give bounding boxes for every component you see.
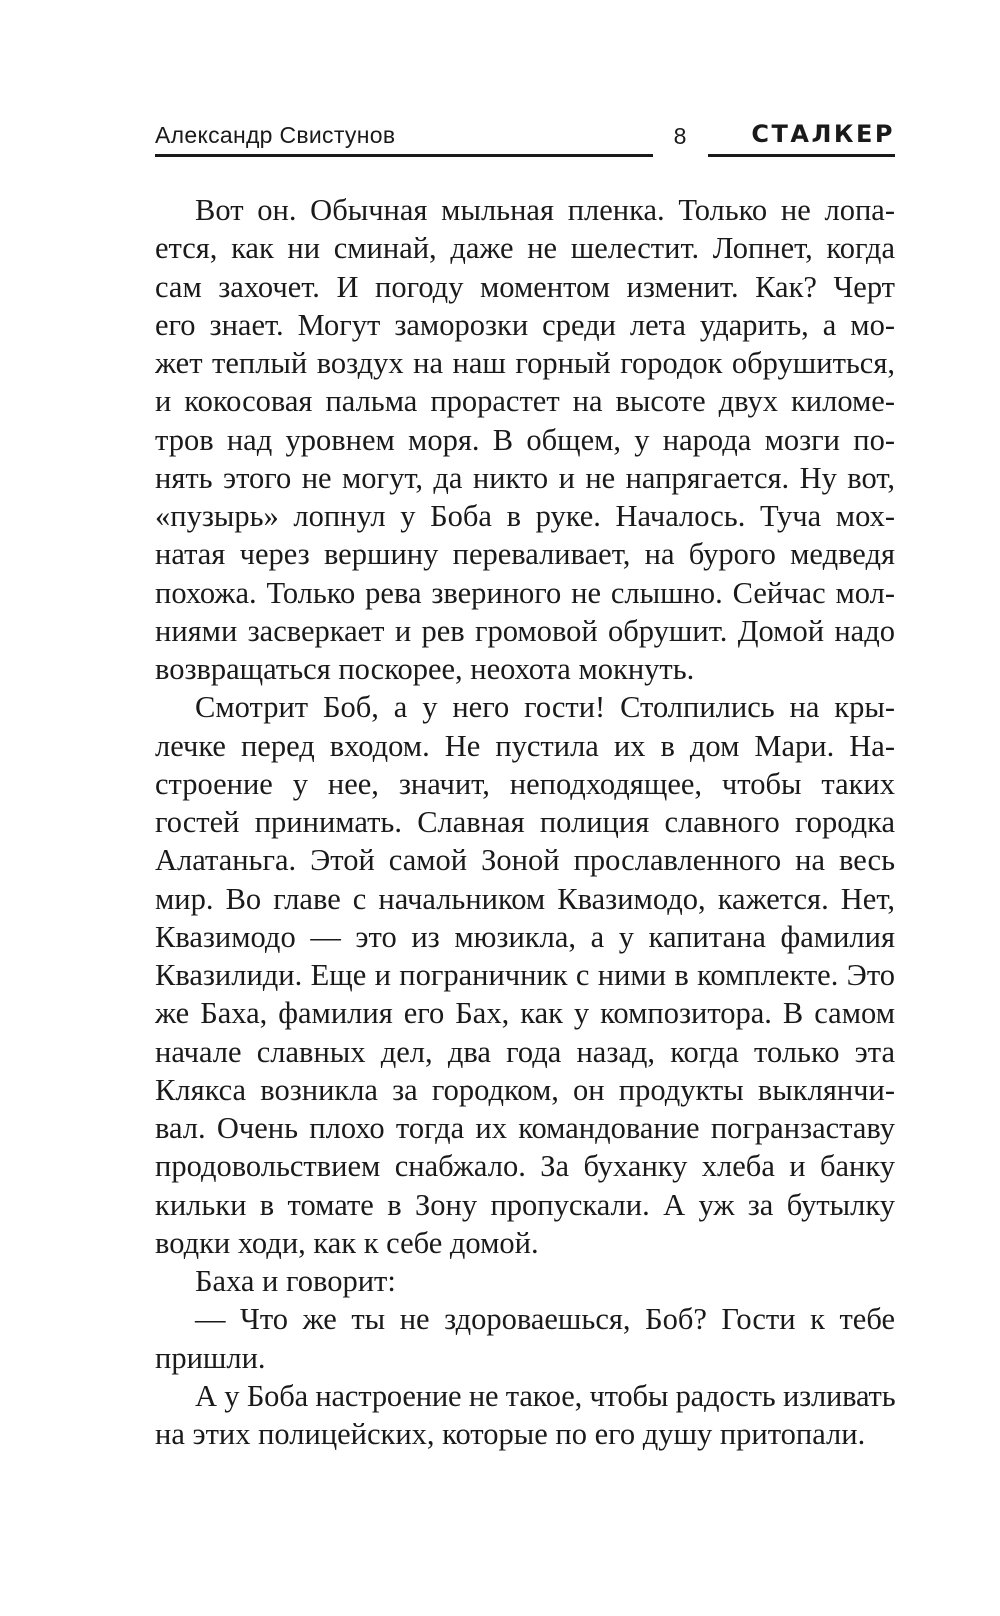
paragraph bbox=[155, 1377, 895, 1454]
text-line: Алатаньга. Этой самой Зоной прославленного на весь bbox=[155, 843, 895, 878]
text-line: жет теплый воздух на наш горный городок обрушиться, bbox=[155, 346, 895, 380]
text-line: же Баха, фамилия его Бах, как у композитора. В самом bbox=[155, 996, 895, 1031]
text-line: ется, как ни сминай, даже не шелестит. Лопнет, когда bbox=[155, 231, 895, 266]
page-number: 8 bbox=[673, 123, 687, 149]
text-line: продовольствием снабжало. За буханку хлеба и банку bbox=[155, 1149, 895, 1184]
text-line: мир. Во главе с начальником Квазимодо, кажется. Нет, bbox=[155, 881, 895, 916]
text-line: Квазилиди. Еще и пограничник с ними в комплекте. Это bbox=[155, 958, 895, 992]
book-text bbox=[155, 191, 895, 1453]
text-line: сам захочет. И погоду моментом изменит. Как? Черт bbox=[155, 269, 895, 304]
text-line: натая через вершину переваливает, на бурого медведя bbox=[155, 537, 895, 572]
text-line: ниями засверкает и рев громовой обрушит. Домой надо bbox=[155, 613, 895, 648]
text-line: вал. Очень плохо тогда их командование погранзаставу bbox=[155, 1111, 895, 1145]
text-line: гостей принимать. Славная полиция славного городка bbox=[155, 805, 895, 839]
text-line: похожа. Только рева звериного не слышно. Сейчас мол- bbox=[155, 575, 895, 610]
text-line: лечке перед входом. Не пустила их в дом Мари. На- bbox=[155, 728, 895, 763]
text-line: Смотрит Боб, а у него гости! Столпились на кры- bbox=[195, 690, 895, 725]
text-line: Вот он. Обычная мыльная пленка. Только не лопа- bbox=[195, 193, 895, 227]
header-rule-left bbox=[155, 154, 653, 157]
text-line: кильки в томате в Зону пропускали. А уж за бутылку bbox=[155, 1187, 895, 1222]
text-line: — Что же ты не здороваешься, Боб? Гости к тебе bbox=[195, 1302, 895, 1337]
text-line: «пузырь» лопнул у Боба в руке. Началось. Туча мох- bbox=[155, 499, 895, 533]
text-line: водки ходи, как к себе домой. bbox=[155, 1225, 539, 1260]
series-title: СТАЛКЕР bbox=[751, 120, 895, 148]
header-rule-right bbox=[708, 154, 895, 157]
text-line: его знает. Могут заморозки среди лета ударить, а мо- bbox=[155, 307, 895, 342]
text-line: на этих полицейских, которые по его душу притопали. bbox=[155, 1417, 866, 1451]
text-line: Квазимодо — это из мюзикла, а у капитана фамилия bbox=[155, 919, 895, 954]
dialogue-paragraph bbox=[155, 1300, 895, 1377]
text-line: пришли. bbox=[155, 1340, 266, 1375]
paragraph bbox=[155, 1262, 895, 1300]
text-line: и кокосовая пальма прорастет на высоте двух киломе- bbox=[155, 384, 895, 419]
running-header bbox=[0, 0, 1000, 170]
text-line: нять этого не могут, да никто и не напрягается. Ну вот, bbox=[155, 460, 895, 495]
paragraph bbox=[155, 191, 895, 688]
text-line: тров над уровнем моря. В общем, у народа мозги по- bbox=[155, 422, 895, 457]
text-line: начале славных дел, два года назад, когда только эта bbox=[155, 1034, 895, 1069]
author-name: Александр Свистунов bbox=[155, 122, 396, 148]
text-line: Клякса возникла за городком, он продукты выклянчи- bbox=[155, 1072, 895, 1107]
text-line: А у Боба настроение не такое, чтобы радость изливать bbox=[195, 1378, 896, 1413]
paragraph bbox=[155, 688, 895, 1262]
text-line: строение у нее, значит, неподходящее, чтобы таких bbox=[155, 766, 895, 801]
text-line: Баха и говорит: bbox=[195, 1264, 396, 1298]
text-line: возвращаться поскорее, неохота мокнуть. bbox=[155, 652, 695, 686]
